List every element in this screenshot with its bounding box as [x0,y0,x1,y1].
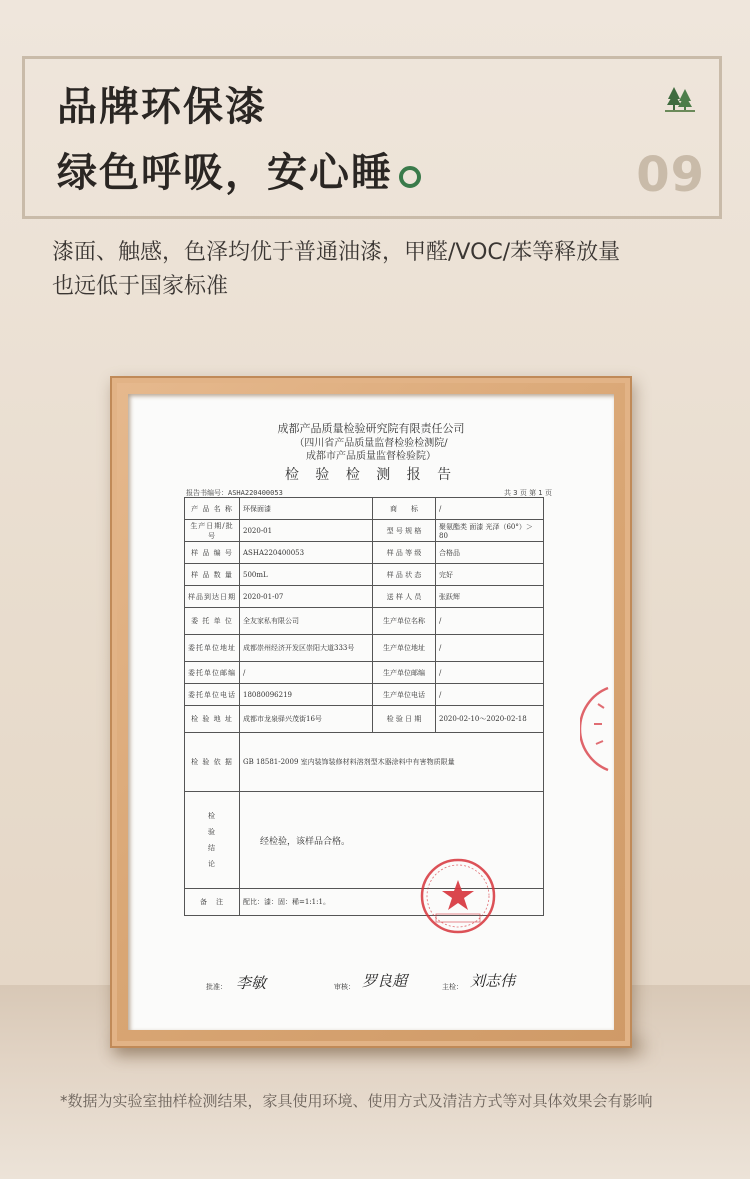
row-value: 完好 [436,564,544,586]
table-row [185,586,544,608]
review-label: 审核： [334,983,355,991]
table-row [185,706,544,733]
row-label: 委托单位地址 [185,635,240,662]
report-org-line3: 成都市产品质量监督检验院） [306,451,436,462]
report-page-info: 共 3 页 第 1 页 [503,489,552,497]
row-label: 委 托 单 位 [185,608,240,635]
picture-frame [110,376,632,1048]
row-label: 商 标 [373,498,436,520]
row-value: 聚氨酯类 面漆 光泽（60°）＞80 [436,520,544,542]
review-signature: 罗良超 [362,972,408,990]
row-label: 生产单位名称 [373,608,436,635]
row-value: 2020-02-10～2020-02-18 [436,706,544,733]
test-report-document [128,394,614,1030]
headline-line2-text: 绿色呼吸，安心睡 [57,150,393,196]
row-label: 生产单位邮编 [373,662,436,684]
row-label: 样 品 数 量 [185,564,240,586]
table-row [185,542,544,564]
row-value: 合格品 [436,542,544,564]
row-label: 生产单位地址 [373,635,436,662]
table-row [185,564,544,586]
notes-value: 配比：漆：固：稀=1:1:1。 [240,889,544,916]
row-value: / [436,635,544,662]
subtitle-line1: 漆面、触感，色泽均优于普通油漆，甲醛/VOC/苯等释放量 [52,240,621,265]
frame-mat [128,394,614,1030]
tree-icon [665,85,695,113]
row-value: 环保面漆 [240,498,373,520]
conclusion-label: 检 验 结 论 [185,792,240,889]
row-label: 型 号 规 格 [373,520,436,542]
row-value: ASHA220400053 [240,542,373,564]
headline-line2 [57,141,421,198]
table-row [185,635,544,662]
report-org-line1: 成都产品质量检验研究院有限责任公司 [277,422,465,435]
row-value: / [240,662,373,684]
row-value: 18080096219 [240,684,373,706]
period-dot-icon [399,166,421,188]
subtitle-line2: 也远低于国家标准 [52,274,229,299]
approve-label: 批准： [206,983,227,991]
row-label: 委托单位邮编 [185,662,240,684]
row-label: 样 品 编 号 [185,542,240,564]
report-org-line2: （四川省产品质量监督检验检测院/ [294,438,448,449]
table-row [185,662,544,684]
row-value: / [436,684,544,706]
subtitle [52,236,702,304]
page-number: 09 [636,147,705,203]
table-row [185,684,544,706]
table-row [185,608,544,635]
report-number: 报告书编号：ASHA220400053 [186,489,283,497]
footnote-disclaimer: *数据为实验室抽样检测结果，家具使用环境、使用方式及清洁方式等对具体效果会有影响 [60,1092,653,1110]
row-value: / [436,662,544,684]
row-value: 张跃辉 [436,586,544,608]
row-label: 送 样 人 员 [373,586,436,608]
conclusion-value: 经检验，该样品合格。 [240,792,544,889]
row-value: 全友家私有限公司 [240,608,373,635]
headline-line1: 品牌环保漆 [57,84,267,130]
row-value: 500mL [240,564,373,586]
row-label: 委托单位电话 [185,684,240,706]
report-table [184,497,544,916]
approve-signature: 李敏 [236,974,267,992]
row-label: 样 品 等 级 [373,542,436,564]
basis-label: 检 验 依 据 [185,733,240,792]
report-title: 检 验 检 测 报 告 [284,467,458,483]
row-value: 2020-01-07 [240,586,373,608]
table-row [185,520,544,542]
row-label: 检 验 日 期 [373,706,436,733]
official-seal-stamp [418,856,498,936]
basis-row [185,733,544,792]
partial-seal-stamp [580,684,610,774]
row-label: 生产单位电话 [373,684,436,706]
row-value: / [436,498,544,520]
row-label: 产 品 名 称 [185,498,240,520]
row-value: 成都崇州经济开发区崇阳大道333号 [240,635,373,662]
row-label: 生产日期/批号 [185,520,240,542]
row-value: 成都市龙泉驿兴茂街16号 [240,706,373,733]
table-row [185,498,544,520]
row-value: / [436,608,544,635]
row-label: 检 验 地 址 [185,706,240,733]
row-value: 2020-01 [240,520,373,542]
main-inspector-label: 主检： [442,983,463,991]
row-label: 样 品 状 态 [373,564,436,586]
row-label: 样品到达日期 [185,586,240,608]
basis-value: GB 18581-2009 室内装饰装修材料溶剂型木器涂料中有害物质限量 [240,733,544,792]
header-box [22,56,722,219]
notes-label: 备 注 [185,889,240,916]
main-inspector-signature: 刘志伟 [470,972,516,990]
